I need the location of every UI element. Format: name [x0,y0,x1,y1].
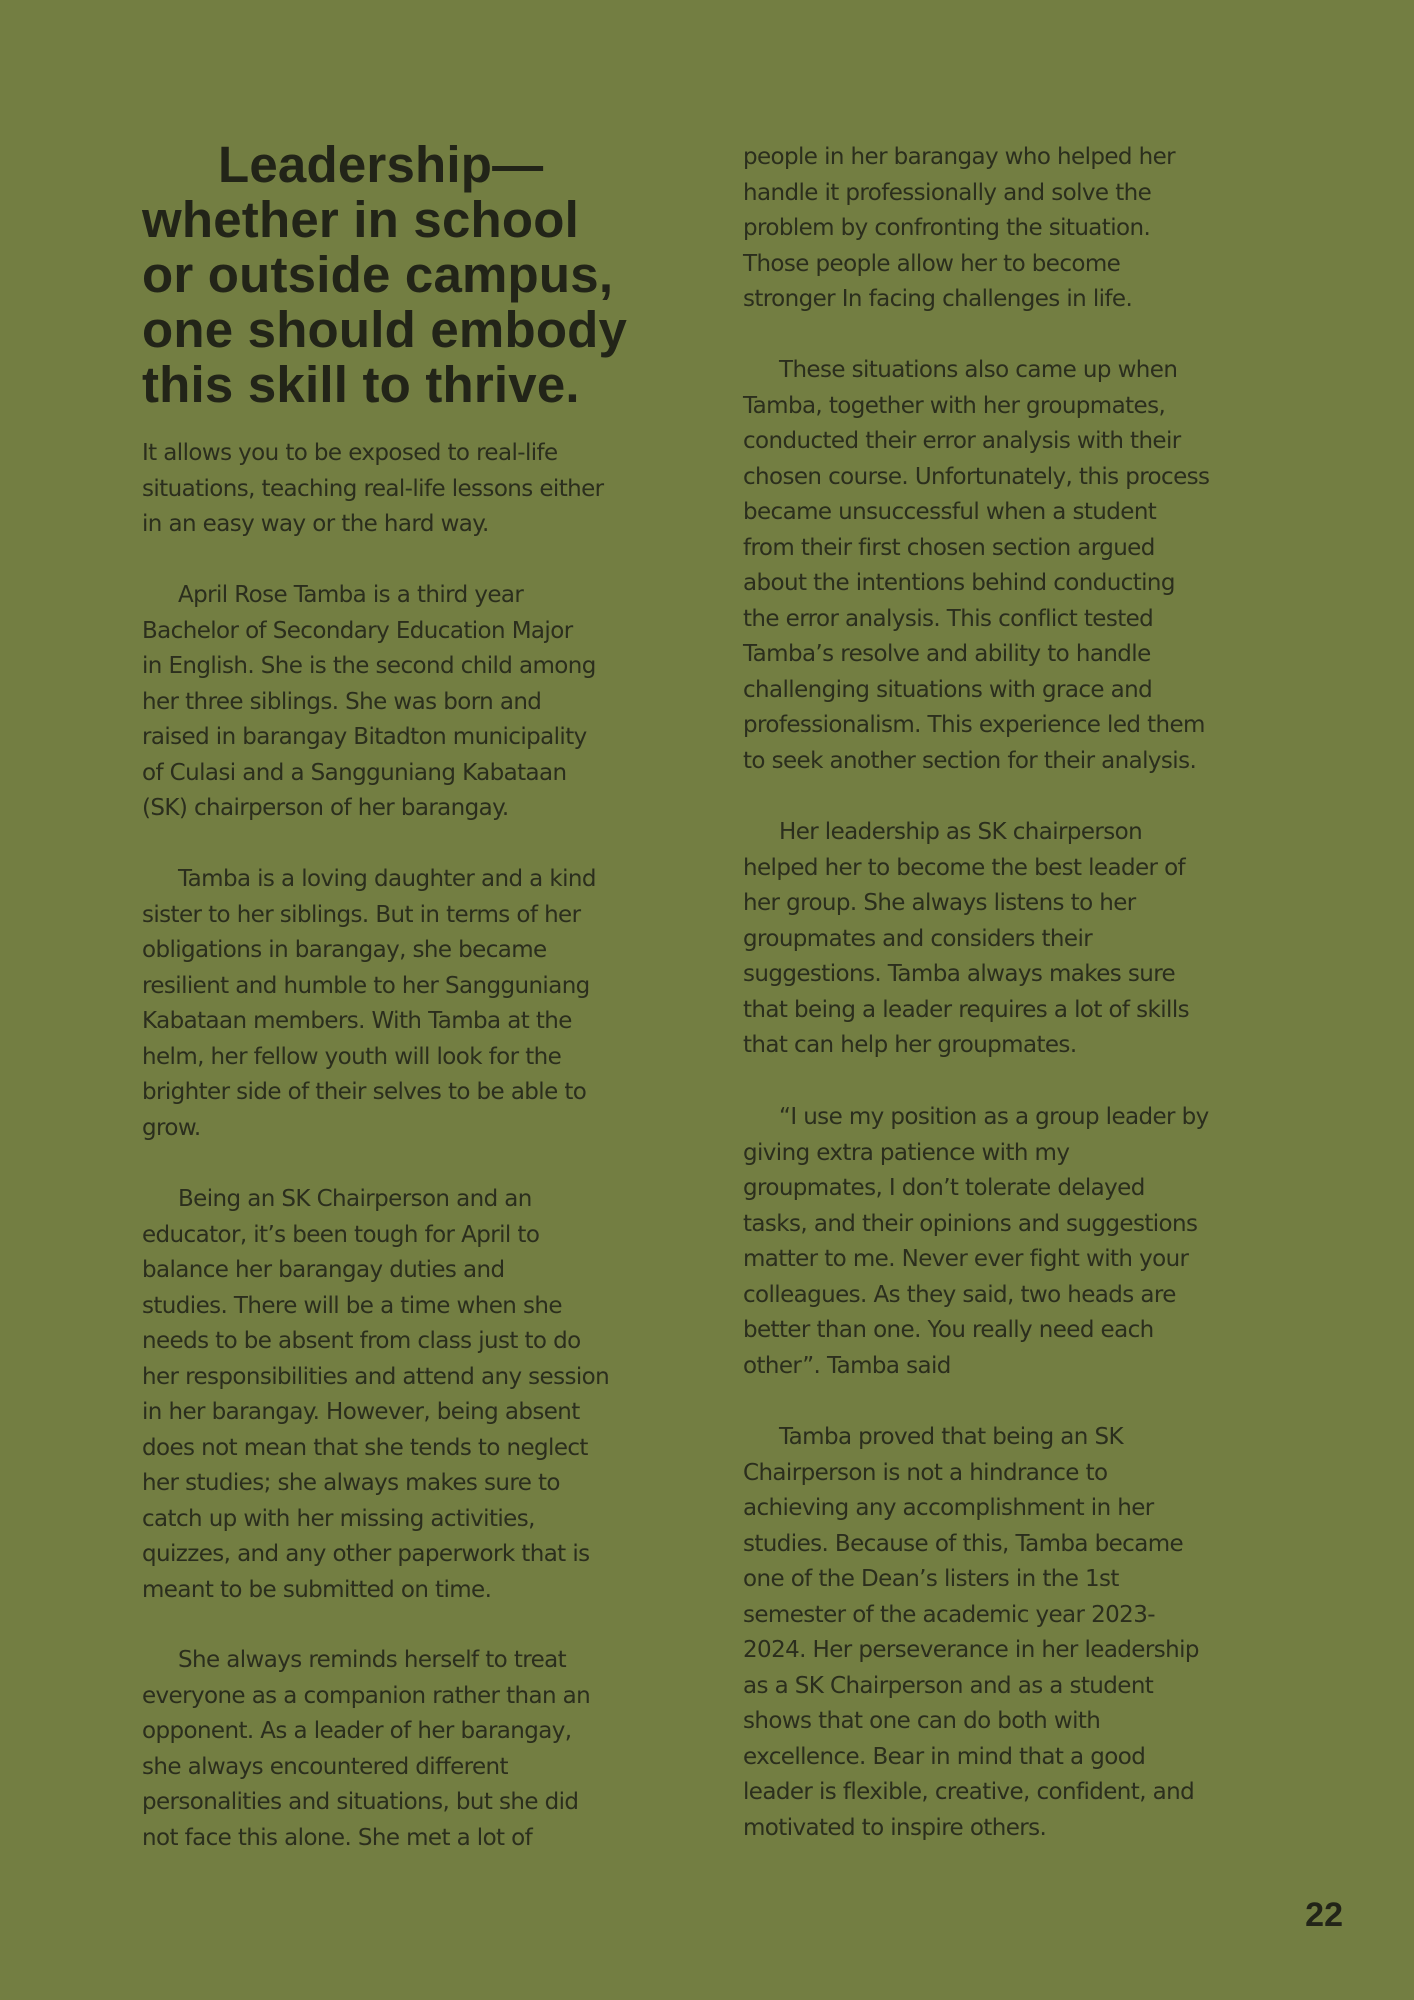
text-line: one of the Dean’s listers in the 1st [743,1566,1119,1592]
text-line: catch up with her missing activities, [142,1505,535,1532]
text-line: that being a leader requires a lot of skills [743,996,1189,1023]
text-line: meant to be submitted on time. [142,1576,492,1603]
text-line: Her leadership as SK chairperson [779,819,1143,845]
paragraph-character [142,862,702,1146]
headline-line: this skill to thrive. [142,356,580,413]
text-line: Bachelor of Secondary Education Major [142,617,573,644]
text-line: problem by confronting the situation. [743,215,1151,241]
text-line: Being an SK Chairperson and an [178,1186,532,1212]
text-line: giving extra patience with my [743,1139,1070,1166]
text-line: conducted their error analysis with their [743,428,1181,454]
text-line: from their first chosen section argued [743,534,1155,561]
text-line: Chairperson is not a hindrance to [743,1459,1108,1486]
text-line: as a SK Chairperson and as a student [743,1672,1154,1699]
text-line: challenging situations with grace and [743,676,1153,703]
text-line: sister to her siblings. But in terms of her [142,901,581,928]
text-line: matter to me. Never ever fight with your [743,1246,1189,1272]
text-line: (SK) chairperson of her barangay. [142,795,509,821]
text-line: brighter side of their selves to be able to [142,1079,587,1105]
text-line: better than one. You really need each [743,1317,1154,1343]
text-line: her three siblings. She was born and [142,688,542,715]
text-line: studies. There will be a time when she [142,1292,562,1319]
text-line: excellence. Bear in mind that a good [743,1743,1146,1770]
text-line: achieving any accomplishment in her [743,1495,1154,1521]
text-line: situations, teaching real-life lessons either [142,475,604,502]
text-line: April Rose Tamba is a third year [178,582,524,608]
text-line: Tamba proved that being an SK [779,1424,1123,1450]
text-line: personalities and situations, but she did [142,1789,579,1815]
text-line: resilient and humble to her Sangguniang [142,972,590,999]
text-line: leader is flexible, creative, confident, and [743,1779,1195,1805]
text-line: tasks, and their opinions and suggestions [743,1210,1198,1237]
text-line: groupmates and considers their [743,925,1093,952]
paragraph-companion [142,1643,702,1856]
text-line: These situations also came up when [779,357,1178,383]
headline [142,137,702,412]
headline-line: one should embody [142,301,628,358]
text-line: Tamba, together with her groupmates, [743,392,1166,419]
text-line: 2024. Her perseverance in her leadership [743,1637,1199,1663]
text-line: It allows you to be exposed to real-life [142,440,558,466]
text-line: quizzes, and any other paperwork that is [142,1541,590,1567]
text-line: grow. [142,1114,201,1141]
intro-paragraph [142,436,682,543]
text-line: her studies; she always makes sure to [142,1470,560,1496]
text-line: about the intentions behind conducting [743,570,1175,596]
paragraph-balance [142,1182,702,1608]
text-line: handle it professionally and solve the [743,179,1152,206]
text-line: obligations in barangay, she became [142,937,547,963]
text-line: balance her barangay duties and [142,1257,505,1283]
text-line: Kabataan members. With Tamba at the [142,1008,572,1034]
text-line: studies. Because of this, Tamba became [743,1530,1184,1557]
text-line: other”. Tamba said [743,1352,951,1379]
text-line: in English. She is the second child among [142,653,596,679]
text-line: Tamba is a loving daughter and a kind [178,866,596,892]
text-line: in her barangay. However, being absent [142,1399,580,1425]
text-line: raised in barangay Bitadton municipality [142,724,587,750]
text-line: does not mean that she tends to neglect [142,1434,588,1461]
text-line: to seek another section for their analysis. [743,747,1197,774]
text-line: helm, her fellow youth will look for the [142,1043,562,1070]
paragraph-quote [743,1100,1303,1384]
text-line: professionalism. This experience led them [743,712,1205,738]
text-line: that can help her groupmates. [743,1032,1077,1058]
paragraph-error-analysis [743,353,1303,779]
text-line: of Culasi and a Sangguniang Kabataan [142,759,567,786]
paragraph-bio [142,578,702,827]
paragraph-conclusion [743,1420,1303,1846]
text-line: educator, it’s been tough for April to [142,1221,540,1248]
text-line: Those people allow her to become [743,250,1121,277]
paragraph-leadership [743,815,1303,1064]
text-line: “I use my position as a group leader by [779,1104,1209,1130]
text-line: she always encountered different [142,1753,508,1780]
text-line: became unsuccessful when a student [743,499,1157,525]
text-line: groupmates, I don’t tolerate delayed [743,1175,1145,1201]
text-line: the error analysis. This conflict tested [743,605,1154,632]
text-line: Tamba’s resolve and ability to handle [743,641,1151,667]
text-line: colleagues. As they said, two heads are [743,1281,1176,1308]
text-line: stronger In facing challenges in life. [743,286,1133,312]
text-line: suggestions. Tamba always makes sure [743,961,1176,987]
paragraph-continued [743,140,1303,318]
text-line: not face this alone. She met a lot of [142,1824,533,1851]
text-line: chosen course. Unfortunately, this process [743,463,1210,490]
text-line: motivated to inspire others. [743,1814,1047,1841]
headline-line: Leadership— [218,136,544,193]
text-line: her responsibilities and attend any session [142,1363,610,1390]
text-line: everyone as a companion rather than an [142,1682,591,1709]
text-line: shows that one can do both with [743,1708,1101,1734]
text-line: her group. She always listens to her [743,890,1136,916]
headline-line: whether in school [142,191,579,248]
text-line: people in her barangay who helped her [743,144,1176,170]
headline-line: or outside campus, [142,246,614,303]
text-line: needs to be absent from class just to do [142,1328,581,1354]
text-line: in an easy way or the hard way. [142,511,489,537]
text-line: helped her to become the best leader of [743,854,1186,881]
text-line: semester of the academic year 2023- [743,1601,1155,1628]
text-line: opponent. As a leader of her barangay, [142,1718,572,1744]
text-line: She always reminds herself to treat [178,1647,567,1673]
page-number: 22 [1305,1896,1343,1934]
